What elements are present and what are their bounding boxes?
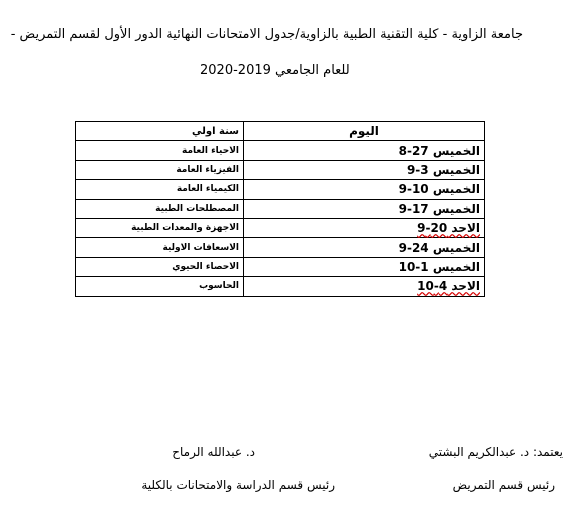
exam-day: الاحد 4-10 [244, 277, 485, 296]
exam-subject: الحاسوب [76, 277, 244, 296]
table-row [76, 238, 485, 257]
exam-schedule-table [75, 121, 485, 297]
exam-subject: الكيمياء العامة [76, 180, 244, 199]
exam-subject: المصطلحات الطبية [76, 199, 244, 218]
exam-day: الخميس 1-10 [244, 257, 485, 276]
exam-day: الخميس 27-8 [244, 141, 485, 160]
exams-head-title: رئيس قسم الدراسة والامتحانات بالكلية [141, 478, 335, 492]
column-header-subject: سنة اولي [76, 122, 244, 141]
nursing-head-title: رئيس قسم التمريض [452, 478, 555, 492]
exam-day: الخميس 17-9 [244, 199, 485, 218]
table-row [76, 218, 485, 237]
exam-subject: الفيزياء العامة [76, 160, 244, 179]
table-row [76, 199, 485, 218]
table-row [76, 160, 485, 179]
document-title: جامعة الزاوية - كلية التقنية الطبية بالزاوية/جدول الامتحانات النهائية الدور الأول لقسم التمريض - [10, 27, 523, 42]
exam-day: الخميس 10-9 [244, 180, 485, 199]
table-row [76, 277, 485, 296]
exam-day: الخميس 3-9 [244, 160, 485, 179]
exams-head-name: د. عبدالله الرماح [172, 445, 255, 459]
academic-year: للعام الجامعي 2019-2020 [200, 63, 350, 78]
exam-subject: الاجهزة والمعدات الطبية [76, 218, 244, 237]
exam-day: الخميس 24-9 [244, 238, 485, 257]
exam-day: الاحد 20-9 [244, 218, 485, 237]
approval-signature: يعتمد: د. عبدالكريم البشتي [428, 445, 563, 459]
table-row [76, 257, 485, 276]
exam-subject: الاسعافات الاولية [76, 238, 244, 257]
table-header-row [76, 122, 485, 141]
column-header-day: اليوم [244, 122, 485, 141]
table-row [76, 141, 485, 160]
table-row [76, 180, 485, 199]
exam-subject: الاحصاء الحيوي [76, 257, 244, 276]
exam-subject: الاحياء العامة [76, 141, 244, 160]
